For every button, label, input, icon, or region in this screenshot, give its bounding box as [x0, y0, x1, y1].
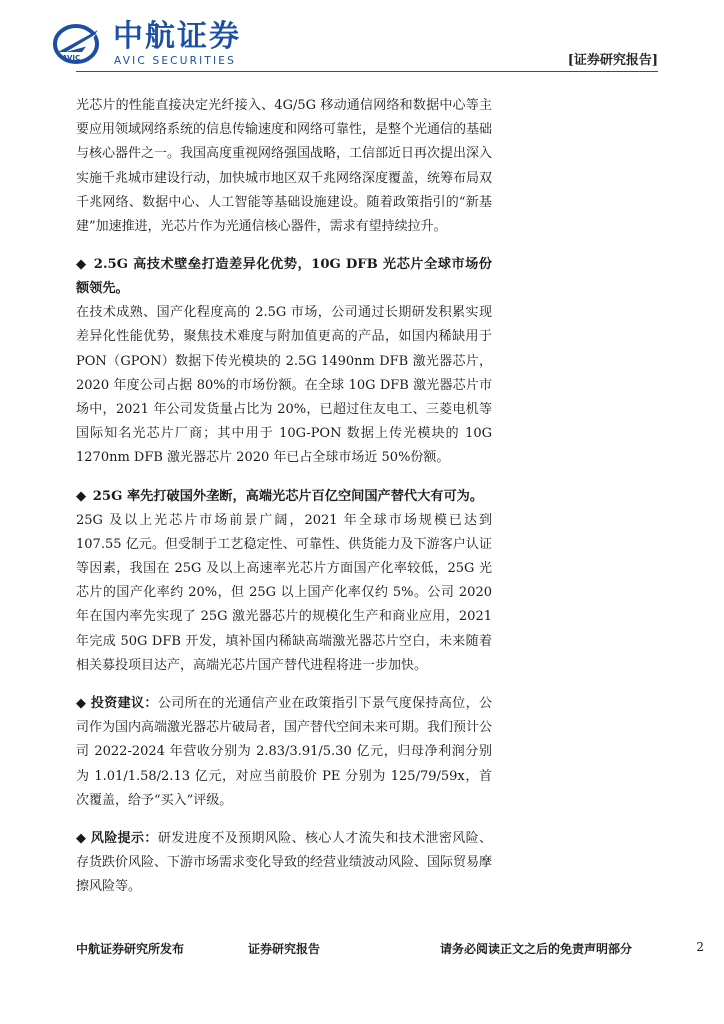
section-body: 25G 及以上光芯片市场前景广阔，2021 年全球市场规模已达到 107.55 亿元。但受制于工艺稳定性、可靠性、供货能力及下游客户认证等因素，我国在 25G 及以上高速率光芯片方面国产化率较低，25G 光芯片的国产化率约 20%，但 25G 以上国产化率仅约 5%。公司 2020 年在国内率先实现了 25G 激光器芯片的规模化生产和商业应用，2021 年完成 50G DFB 开发，填补国内稀缺高端激光器芯片空白，未来随着相关募投项目达产，高端光芯片国产替代进程将进一步加快。 [76, 512, 492, 673]
section-25g [76, 485, 492, 678]
inline-body: 研发进度不及预期风险、核心人才流失和技术泄密风险、存货跌价风险、下游市场需求变化导致的经营业绩波动风险、国际贸易摩擦风险等。 [76, 831, 493, 895]
section-paragraph [76, 827, 492, 900]
report-body [76, 94, 492, 900]
footer-publisher: 中航证券研究所发布 [76, 942, 185, 956]
section-2-5g [76, 253, 492, 470]
diamond-bullet-icon: ◆ [76, 488, 87, 504]
page-number: 2 [696, 940, 704, 954]
section-body: 在技术成熟、国产化程度高的 2.5G 市场，公司通过长期研发积累实现差异化性能优势，聚焦技术难度与附加值更高的产品，如国内稀缺用于 PON（GPON）数据下传光模块的 2.5G 1490nm DFB 激光器芯片，2020 年度公司占据 80%的市场份额。在全球 10G DFB 激光器芯片市场中，2021 年公司发货量占比为 20%，已超过住友电工、三菱电机等国际知名光芯片厂商；其中用于 10G-PON 数据上传光模块的 10G 1270nm DFB 激光器芯片 2020 年已占全球市场近 50%份额。 [76, 305, 492, 466]
inline-body: 公司所在的光通信产业在政策指引下景气度保持高位，公司作为国内高端激光器芯片破局者，国产替代空间未来可期。我们预计公司 2022-2024 年营收分别为 2.83/3.91/5.30 亿元，归母净利润分别为 1.01/1.58/2.13 亿元，对应当前股价 PE 分别为 125/79/59x，首次覆盖，给予“买入”评级。 [76, 696, 493, 808]
page-header [0, 0, 724, 80]
section-paragraph [76, 692, 492, 813]
brand-name-en: AVIC SECURITIES [114, 55, 236, 67]
svg-text:AVIC: AVIC [62, 54, 81, 62]
section-investment-advice [76, 692, 492, 813]
diamond-bullet-icon: ◆ [76, 831, 87, 847]
footer-report-type: 证券研究报告 [248, 942, 321, 956]
section-title: ◆ 25G 率先打破国外垄断，高端光芯片百亿空间国产替代大有可为。 [76, 488, 484, 504]
diamond-bullet-icon: ◆ [76, 696, 87, 712]
report-tag: [证券研究报告] [567, 53, 658, 68]
diamond-bullet-icon: ◆ [76, 257, 87, 273]
avic-logo-icon [52, 22, 104, 64]
inline-heading: 风险提示： [90, 831, 158, 847]
brand-name-cn: 中航证券 [113, 19, 241, 54]
section-risk-warning [76, 827, 492, 900]
section-title: ◆ 2.5G 高技术壁垒打造差异化优势，10G DFB 光芯片全球市场份额领先。 [76, 257, 492, 297]
intro-paragraph: 光芯片的性能直接决定光纤接入、4G/5G 移动通信网络和数据中心等主要应用领域网络系统的信息传输速度和网络可靠性，是整个光通信的基础与核心器件之一。我国高度重视网络强国战略，工信部近日再次提出深入实施千兆城市建设行动，加快城市地区双千兆网络深度覆盖，统筹布局双千兆网络、数据中心、人工智能等基础设施建设。随着政策指引的“新基建”加速推进，光芯片作为光通信核心器件，需求有望持续拉升。 [76, 98, 493, 235]
footer-disclaimer: 请务必阅读正文之后的免责声明部分 [440, 942, 633, 956]
header-divider [76, 71, 658, 72]
inline-heading: 投资建议： [90, 696, 158, 712]
